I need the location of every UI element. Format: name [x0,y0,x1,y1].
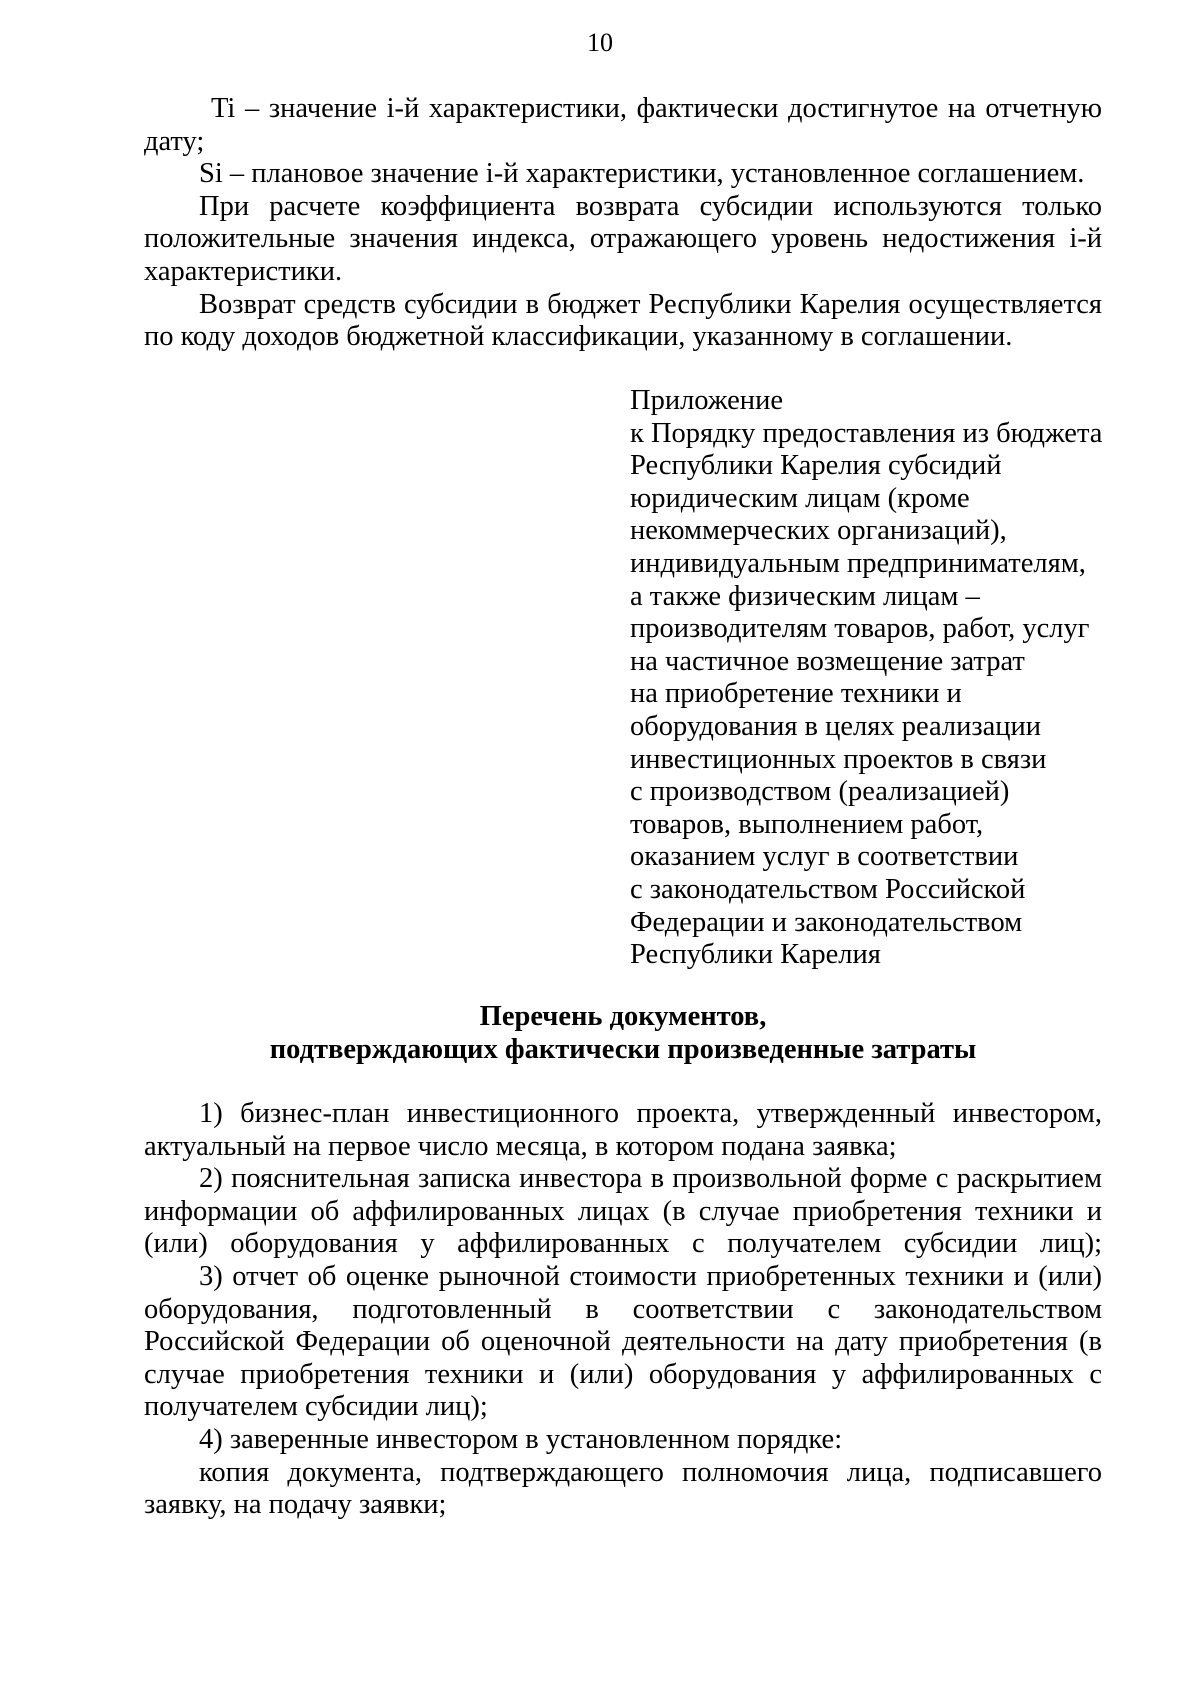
documents-list [144,1098,1102,1522]
top-text-block [144,93,1102,354]
appendix-line: к Порядку предоставления из бюджета [630,417,1103,449]
appendix-line: Республики Карелия субсидий [630,450,1002,482]
appendix-line: Приложение [630,385,783,416]
paragraph-coefficient-note: При расчете коэффициента возврата субсидии используются только положительные значения индекса, отражающего уровень недостижения i-й характеристики. [144,190,1102,287]
paragraph-si-definition: Si – плановое значение i-й характеристики, установленное соглашением. [199,158,1085,190]
appendix-line: товаров, выполнением работ, [630,808,984,840]
list-item-4-subitem: копия документа, подтверждающего полномочия лица, подписавшего заявку, на подачу заявки; [144,1456,1102,1521]
appendix-line: на приобретение техники и [630,678,962,710]
list-item-2: 2) пояснительная записка инвестора в произвольной форме с раскрытием информации об аффилированных лицах (в случае приобретения техники и (или) оборудования у аффилированных с получателем субсидии лиц); [144,1163,1102,1260]
appendix-line: некоммерческих организаций), [630,515,1007,547]
appendix-line: юридическим лицам (кроме [630,482,970,514]
appendix-line: инвестиционных проектов в связи [630,743,1047,775]
appendix-line: на частичное возмещение затрат [630,645,1025,677]
appendix-line: индивидуальным предпринимателям, [630,547,1086,579]
title-line-2: подтверждающих фактически произведенные затраты [269,1034,977,1065]
document-title [144,1000,1102,1066]
appendix-line: Федерации и законодательством [630,906,1023,938]
page-number: 10 [587,28,613,57]
appendix-line: с законодательством Российской [630,873,1026,905]
appendix-line: оборудования в целях реализации [630,710,1042,742]
list-item-3: 3) отчет об оценке рыночной стоимости приобретенных техники и (или) оборудования, подготовленный в соответствии с законодательством Российской Федерации об оценочной деятельности на дату приобретения (в случае приобретения техники и (или) оборудования у аффилированных с получателем субсидии лиц); [144,1260,1102,1423]
paragraph-ti-definition: Ti – значение i-й характеристики, фактически достигнутое на отчетную дату; [144,93,1102,157]
appendix-line: оказанием услуг в соответствии [630,841,1019,873]
appendix-line: производителям товаров, работ, услуг [630,613,1090,645]
paragraph-return-funds: Возврат средств субсидии в бюджет Республики Карелия осуществляется по коду доходов бюджетной классификации, указанному в соглашении. [144,288,1102,353]
title-line-1: Перечень документов, [479,1001,767,1032]
appendix-line: а также физическим лицам – [630,580,980,612]
appendix-line: с производством (реализацией) [630,776,1010,808]
appendix-block [630,385,1110,972]
appendix-line: Республики Карелия [630,939,881,971]
list-item-1: 1) бизнес-план инвестиционного проекта, утвержденный инвестором, актуальный на первое число месяца, в котором подана заявка; [144,1098,1102,1162]
list-item-4: 4) заверенные инвестором в установленном порядке: [199,1423,843,1455]
